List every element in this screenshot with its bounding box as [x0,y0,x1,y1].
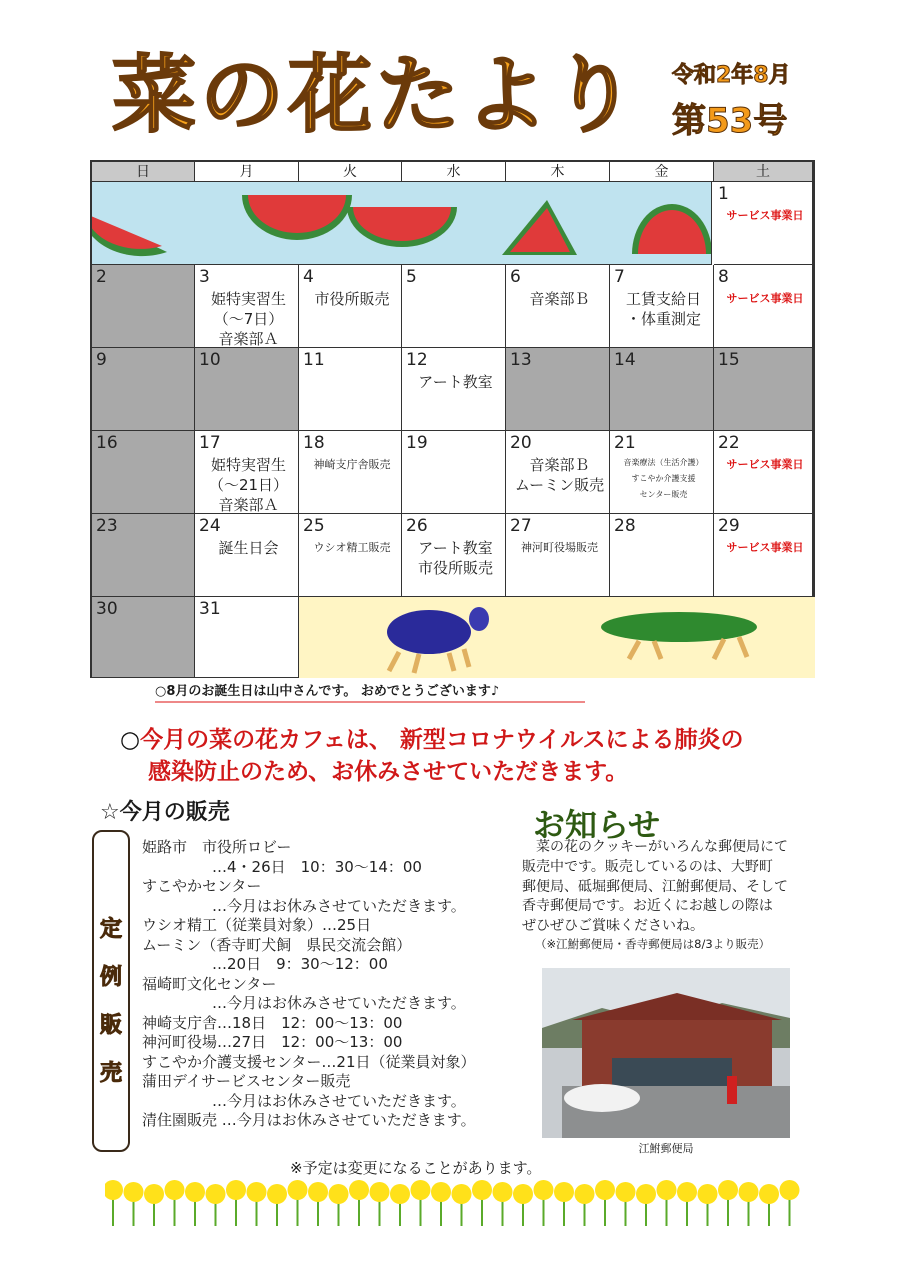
calendar-day-cell [92,265,195,348]
sales-line: 神崎支庁舎…18日 12：00～13：00 [142,1013,403,1032]
service-day-label [720,289,810,309]
event-line: 姫特実習生 [210,290,286,308]
calendar-day-cell [714,265,813,348]
day-number: 30 [96,599,118,619]
service-day-label [720,206,810,226]
day-number: 14 [614,350,636,370]
rapeseed-flower-icon [575,1184,595,1226]
regular-sales-char: 売 [99,1061,122,1086]
sales-line: 清住園販売 …今月はお休みさせていただきます。 [142,1111,476,1129]
calendar-day-cell [92,514,195,597]
rapeseed-flower-icon [247,1182,267,1226]
cafe-notice-line2: 感染防止のため、お休みさせていただきます。 [148,759,629,785]
event-line: 姫特実習生 [210,456,286,474]
notice-line: ぜひぜひご賞味くださいね。 [522,918,704,935]
day-number: 28 [614,516,636,536]
day-number: 18 [303,433,325,453]
watermelon-icon [347,207,457,247]
calendar-day-cell [714,514,813,597]
event-text [512,540,607,556]
weekday-header: 火 [299,162,402,182]
calendar-day-cell [195,431,299,514]
event-line: すこやか介護支援 [631,474,696,483]
day-number: 8 [718,267,729,287]
rapeseed-flower-icon [718,1180,738,1226]
event-text [201,289,296,349]
event-line: 工賃支給日 [625,290,701,308]
day-number: 31 [199,599,221,619]
rapeseed-flower-icon [165,1180,185,1226]
schedule-disclaimer: ※予定は変更になることがあります。 [290,1159,542,1177]
calendar-day-cell [195,597,299,678]
calendar-day-cell [506,514,610,597]
calendar-day-cell [714,431,813,514]
calendar-day-cell [714,348,813,431]
watermelon-icon [242,195,352,240]
calendar-day-cell [714,182,813,265]
watermelon-banner [92,182,712,265]
rapeseed-flower-icon [329,1184,349,1226]
sales-line: …4・26日 10：30～14：00 [212,857,422,876]
day-number: 13 [510,350,532,370]
day-number: 25 [303,516,325,536]
regular-sales-char: 定 [99,917,122,942]
rapeseed-flower-icon [206,1184,226,1226]
circle-mark: ○ [120,727,141,753]
rapeseed-flower-icon [226,1180,246,1226]
event-text [305,457,399,473]
photo-caption: 江鮒郵便局 [638,1142,694,1155]
calendar-day-cell [299,431,402,514]
regular-sales-label [92,830,130,1152]
notice-line: 郵便局、砥堀郵便局、江鮒郵便局、そして [522,878,788,895]
event-line: ムーミン販売 [514,476,605,494]
calendar-day-cell [299,514,402,597]
sales-line: 神河町役場…27日 12：00～13：00 [142,1033,403,1051]
day-number: 9 [96,350,107,370]
sales-line: 蒲田デイサービスセンター販売 [142,1072,351,1090]
notice-line: 香寺郵便局です。お近くにお越しの際は [522,898,773,915]
rapeseed-flower-icon [739,1182,759,1226]
issue-date: 令和2年8月 [672,63,791,88]
watermelon-icon [502,200,577,255]
sales-line: …20日 9：30～12：00 [212,955,388,973]
event-line: 音楽部Ａ [218,330,279,348]
rapeseed-flower-icon [370,1182,390,1226]
watermelon-icon [632,204,712,254]
sales-line: ウシオ精工（従業員対象）…25日 [142,916,372,934]
service-day-label [720,455,810,475]
day-number: 7 [614,267,625,287]
day-number: 20 [510,433,532,453]
event-line: サービス事業日 [726,292,804,305]
event-text [616,289,711,329]
calendar-day-cell [402,514,506,597]
rapeseed-flower-icon [390,1184,410,1226]
cucumber-icon [601,612,757,659]
rapeseed-flowers-decoration [105,1178,805,1230]
day-number: 12 [406,350,428,370]
notice-line: 販売中です。販売しているのは、大野町 [522,858,773,875]
notice-title: お知らせ [533,806,661,844]
day-number: 23 [96,516,118,536]
day-number: 2 [96,267,107,287]
rapeseed-flower-icon [431,1182,451,1226]
day-number: 6 [510,267,521,287]
weekday-header: 金 [610,162,714,182]
event-text [201,538,296,558]
event-text [201,455,296,515]
sales-line: 姫路市 市役所ロビー [142,838,292,856]
event-text [512,455,607,495]
calendar-day-cell [610,514,714,597]
sales-line: すこやかセンター [142,877,262,895]
rapeseed-flower-icon [534,1180,554,1226]
rapeseed-flower-icon [493,1182,513,1226]
notice-line: 菜の花のクッキーがいろんな郵便局にて [522,839,788,855]
rapeseed-flower-icon [616,1182,636,1226]
day-number: 19 [406,433,428,453]
regular-sales-char: 例 [99,965,122,990]
event-text [408,372,503,392]
event-line: 音楽部Ｂ [529,290,590,308]
day-number: 5 [406,267,417,287]
weekday-header: 木 [506,162,610,182]
weekday-header: 土 [714,162,813,182]
calendar-day-cell [402,431,506,514]
vegetable-banner [299,597,815,678]
rapeseed-flower-icon [554,1182,574,1226]
cafe-notice [120,724,820,788]
day-number: 4 [303,267,314,287]
event-line: 市役所販売 [314,290,390,308]
calendar-day-cell [610,348,714,431]
notice-note: （※江鮒郵便局・香寺郵便局は8/3より販売） [535,937,771,951]
newsletter-title: 菜の花たより [112,46,641,144]
day-number: 11 [303,350,325,370]
day-number: 15 [718,350,740,370]
event-line: ・体重測定 [625,310,701,328]
calendar-day-cell [195,514,299,597]
post-office-photo [542,968,790,1138]
calendar-day-cell [506,265,610,348]
calendar-day-cell [299,348,402,431]
sales-line: すこやか介護支援センター…21日（従業員対象） [142,1052,476,1071]
rapeseed-flower-icon [267,1184,287,1226]
event-line: 音楽部Ｂ [529,456,590,474]
issue-number: 第53号 [672,101,788,141]
event-line: 音楽療法（生活介護） [623,458,704,467]
event-line: 神崎支庁舎販売 [313,458,391,471]
calendar [90,160,815,678]
weekday-header: 水 [402,162,506,182]
rapeseed-flower-icon [698,1184,718,1226]
event-text [305,289,399,309]
sales-title: ☆今月の販売 [100,800,230,825]
calendar-day-cell [402,348,506,431]
day-number: 21 [614,433,636,453]
day-number: 3 [199,267,210,287]
day-number: 29 [718,516,740,536]
event-line: アート教室 [418,373,493,391]
event-line: 誕生日会 [218,539,279,557]
weekday-header: 月 [195,162,299,182]
rapeseed-flower-icon [636,1184,656,1226]
sales-line: ムーミン（香寺町犬飼 県民交流会館） [142,935,412,954]
rapeseed-flower-icon [472,1180,492,1226]
rapeseed-flower-icon [185,1182,205,1226]
rapeseed-flower-icon [411,1180,431,1226]
day-number: 26 [406,516,428,536]
event-text [512,289,607,309]
event-line: （～7日） [213,310,284,328]
calendar-day-cell [506,431,610,514]
sales-line: …今月はお休みさせていただきます。 [212,994,466,1012]
rapeseed-flower-icon [144,1184,164,1226]
event-text [408,538,503,578]
weekday-header: 日 [92,162,195,182]
calendar-day-cell [402,265,506,348]
day-number: 24 [199,516,221,536]
day-number: 1 [718,184,729,204]
sales-list [142,838,522,1131]
event-line: サービス事業日 [726,458,804,471]
day-number: 27 [510,516,532,536]
day-number: 22 [718,433,740,453]
calendar-day-cell [610,265,714,348]
event-line: ウシオ精工販売 [313,541,391,554]
event-line: 音楽部Ａ [218,496,279,514]
event-line: サービス事業日 [726,209,804,222]
calendar-day-cell [92,348,195,431]
calendar-day-cell [195,265,299,348]
rapeseed-flower-icon [452,1184,472,1226]
rapeseed-flower-icon [780,1180,800,1226]
rapeseed-flower-icon [349,1180,369,1226]
rapeseed-flower-icon [759,1184,779,1226]
calendar-day-cell [92,597,195,678]
event-line: サービス事業日 [726,541,804,554]
rapeseed-flower-icon [124,1182,144,1226]
rapeseed-flower-icon [105,1180,123,1226]
rapeseed-flower-icon [288,1180,308,1226]
day-number: 17 [199,433,221,453]
sales-line: …今月はお休みさせていただきます。 [212,1091,466,1110]
cafe-notice-line1: 今月の菜の花カフェは、 新型コロナウイルスによる肺炎の [140,727,744,753]
event-line: 神河町役場販売 [521,541,598,554]
edition-info [672,58,812,142]
event-text [305,540,399,556]
eggplant-icon [387,607,489,673]
service-day-label [720,538,810,558]
regular-sales-char: 販 [99,1013,122,1038]
event-line: 市役所販売 [417,559,493,577]
event-text [616,455,711,503]
day-number: 10 [199,350,221,370]
calendar-day-cell [610,431,714,514]
sales-line: 福崎町文化センター [142,974,277,993]
rapeseed-flower-icon [308,1182,328,1226]
watermelon-icon [92,212,167,256]
event-line: （～21日） [208,476,289,494]
calendar-day-cell [195,348,299,431]
rapeseed-flower-icon [595,1180,615,1226]
calendar-day-cell [299,265,402,348]
event-line: センター販売 [639,490,688,499]
notice-body [522,838,814,937]
rapeseed-flower-icon [657,1180,677,1226]
birthday-announcement: ○8月のお誕生日は山中さんです。 おめでとうございます♪ [155,680,585,703]
event-line: アート教室 [418,539,493,557]
calendar-day-cell [506,348,610,431]
calendar-day-cell [92,431,195,514]
rapeseed-flower-icon [677,1182,697,1226]
day-number: 16 [96,433,118,453]
rapeseed-flower-icon [513,1184,533,1226]
sales-line: …今月はお休みさせていただきます。 [212,896,466,915]
